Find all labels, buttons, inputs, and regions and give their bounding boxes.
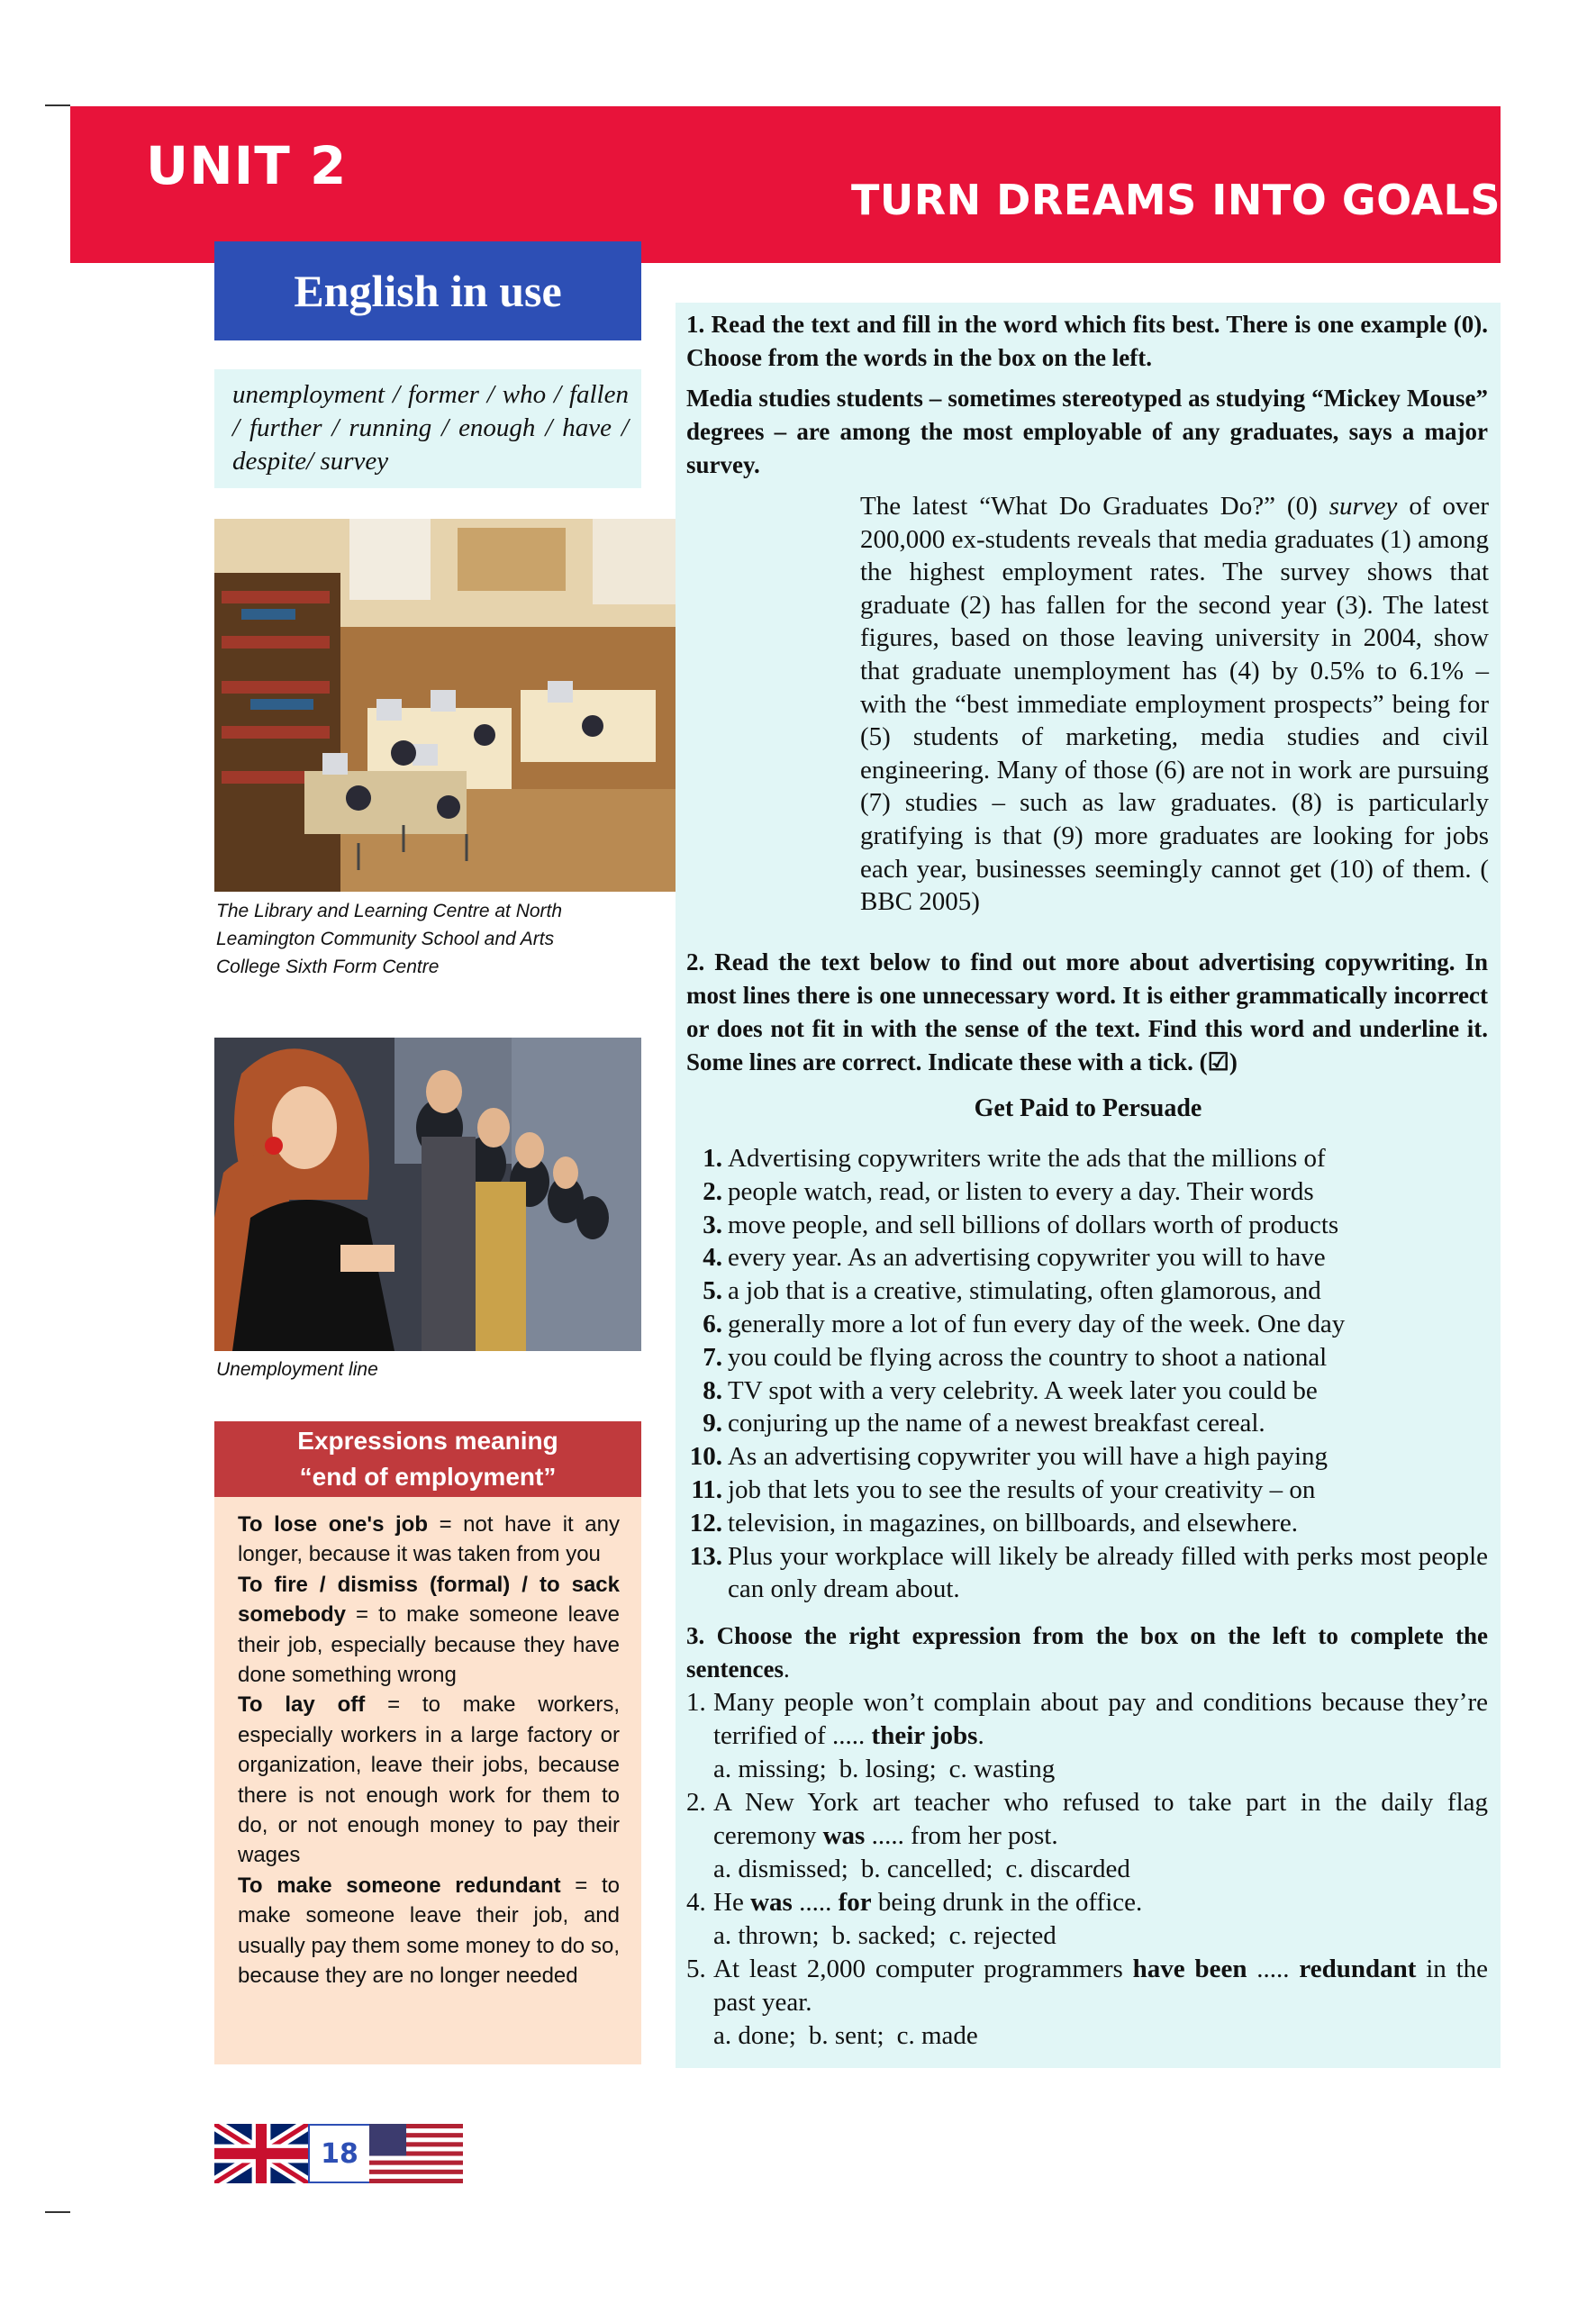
expression-item — [238, 1871, 620, 1991]
expression-term: To lose one's job — [238, 1512, 428, 1537]
question-item — [686, 1953, 1488, 2019]
question-text-part: ..... — [1247, 1955, 1300, 1983]
expression-item — [238, 1690, 620, 1870]
expression-item — [238, 1570, 620, 1691]
line-number: 12. — [689, 1508, 722, 1538]
answer-options — [686, 1919, 1488, 1953]
expression-definition: = not have it any longer, because it was taken from you — [238, 1512, 620, 1567]
question-text-part: At least 2,000 computer programmers — [713, 1955, 1133, 1983]
article-text-start: The latest “What Do Graduates Do?” (0) — [860, 492, 1329, 521]
answer-option: c. wasting — [948, 1755, 1056, 1783]
question-text-part: Many people won’t complain about pay and conditions because they’re terrified of ..... — [713, 1688, 1488, 1750]
line-text: move people, and sell billions of dollars worth of products — [728, 1210, 1339, 1239]
question-number: 4. — [686, 1888, 706, 1917]
line-number: 1. — [703, 1144, 722, 1173]
expression-term: To make someone redundant — [238, 1873, 561, 1898]
text-line — [686, 1241, 1488, 1274]
article-example-word: survey — [1328, 492, 1398, 521]
task2-lines — [686, 1142, 1488, 1606]
expression-item — [238, 1510, 620, 1570]
task1-article — [860, 490, 1489, 919]
line-number: 13. — [689, 1541, 722, 1571]
line-text: Advertising copywriters write the ads that the millions of — [728, 1144, 1326, 1173]
question-text — [713, 1953, 1488, 2019]
unemployment-photo — [214, 1038, 641, 1351]
line-number: 10. — [689, 1442, 722, 1472]
unit-title: UNIT 2 — [146, 135, 348, 196]
text-line — [686, 1474, 1488, 1507]
answer-option: a. missing; — [713, 1755, 827, 1783]
answer-option: a. done; — [713, 2021, 796, 2050]
unemployment-photo-illustration — [214, 1038, 641, 1351]
question-text-part: ..... from her post. — [865, 1821, 1058, 1850]
question-item — [686, 1786, 1488, 1853]
task2-instruction: 2. Read the text below to find out more about advertising copywriting. In most lines there is one unnecessary word. It is either grammatically incorrect or does not fit in with the sense of the text. Find this word and underline it. Some lines are correct. Indicate these with a tick. (☑) — [686, 948, 1488, 1075]
line-number: 3. — [703, 1210, 722, 1239]
unit-theme: TURN DREAMS INTO GOALS — [851, 176, 1501, 224]
line-text: conjuring up the name of a newest breakfast cereal. — [728, 1409, 1265, 1438]
question-text-part: in the past year. — [713, 1955, 1488, 2017]
word-box: unemployment / former / who / fallen / further / running / enough / have / despite/ survey — [214, 369, 641, 488]
task1-instruction: 1. Read the text and fill in the word which fits best. There is one example (0). Choose from the words in the box on the left. — [686, 311, 1488, 371]
question-text-part: A New York art teacher who refused to take part in the daily flag ceremony — [713, 1788, 1488, 1850]
answer-option: a. dismissed; — [713, 1855, 848, 1883]
expressions-heading — [214, 1421, 641, 1497]
answer-option: c. made — [896, 2021, 978, 2050]
text-line — [686, 1507, 1488, 1540]
answer-option: b. sacked; — [831, 1921, 937, 1950]
line-number: 9. — [703, 1409, 722, 1438]
text-line — [686, 1341, 1488, 1374]
question-key-words: have been — [1132, 1955, 1247, 1983]
question-number: 1. — [686, 1688, 706, 1717]
question-text — [713, 1686, 1488, 1753]
question-key-words: was — [822, 1821, 866, 1850]
expression-definition: = to make someone leave their job, and usually pay them some money to do so, because they are no longer needed — [238, 1873, 620, 1989]
line-text: people watch, read, or listen to every a day. Their words — [728, 1176, 1314, 1206]
expression-term: To lay off — [238, 1692, 366, 1718]
question-key-words: redundant — [1299, 1955, 1417, 1983]
expression-definition: = to make workers, especially workers in a large factory or organization, leave their jobs, because there is not enough work for them to do, or not enough money to pay their wages — [238, 1692, 620, 1868]
question-text — [713, 1786, 1488, 1853]
answer-options — [686, 2019, 1488, 2053]
line-number: 5. — [703, 1276, 722, 1306]
line-text: you could be flying across the country to shoot a national — [728, 1342, 1328, 1372]
expressions-heading-line1: Expressions meaning — [297, 1427, 558, 1455]
text-line — [686, 1540, 1488, 1607]
task2-title: Get Paid to Persuade — [974, 1094, 1202, 1122]
unemployment-photo-caption: Unemployment line — [216, 1359, 378, 1380]
question-number: 2. — [686, 1788, 706, 1817]
crop-mark-top — [45, 104, 70, 106]
answer-option: b. sent; — [808, 2021, 884, 2050]
text-line — [686, 1274, 1488, 1308]
question-text — [713, 1886, 1488, 1919]
task3-instruction: 3. Choose the right expression from the box on the left to complete the sentences. — [686, 1622, 1488, 1683]
question-key-words: their jobs — [871, 1721, 978, 1750]
line-text: Plus your workplace will likely be already filled with perks most people can only dream about. — [728, 1541, 1488, 1604]
answer-option: b. losing; — [839, 1755, 937, 1783]
question-key-words: was — [750, 1888, 793, 1917]
question-text-part: being drunk in the office. — [871, 1888, 1143, 1917]
line-text: TV spot with a very celebrity. A week later you could be — [728, 1375, 1318, 1405]
text-line — [686, 1175, 1488, 1209]
line-text: a job that is a creative, stimulating, often glamorous, and — [728, 1276, 1321, 1306]
question-text-part: . — [977, 1721, 984, 1750]
task3-instruction-text: 3. Choose the right expression from the box on the left to complete the sentences — [686, 1622, 1488, 1683]
task1-lead: Media studies students – sometimes stereotyped as studying “Mickey Mouse” degrees – are among the most employable of any graduates, says a major survey. — [686, 385, 1488, 478]
line-text: every year. As an advertising copywriter you will to have — [728, 1243, 1326, 1273]
question-item — [686, 1686, 1488, 1753]
answer-option: a. thrown; — [713, 1921, 820, 1950]
text-line — [686, 1209, 1488, 1242]
line-number: 4. — [703, 1243, 722, 1273]
answer-option: c. rejected — [948, 1921, 1056, 1950]
line-text: As an advertising copywriter you will have a high paying — [728, 1442, 1328, 1472]
answer-option: b. cancelled; — [860, 1855, 993, 1883]
question-key-words: for — [838, 1888, 872, 1917]
crop-mark-bottom — [45, 2211, 70, 2213]
answer-options — [686, 1753, 1488, 1786]
line-text: job that lets you to see the results of your creativity – on — [728, 1474, 1316, 1504]
text-line — [686, 1440, 1488, 1474]
text-line — [686, 1407, 1488, 1440]
answer-option: c. discarded — [1005, 1855, 1130, 1883]
question-text-part: ..... — [792, 1888, 839, 1917]
line-text: television, in magazines, on billboards, and elsewhere. — [728, 1508, 1298, 1538]
section-title: English in use — [214, 241, 641, 340]
article-text-rest: of over 200,000 ex-students reveals that media graduates (1) among the highest employment rates. The survey shows that graduate (2) has fallen for the second year (3). The latest figures, based on those leaving university in 2004, show that graduate unemployment has (4) by 0.5% to 6.1% – with the “best immediate employment prospects” being for (5) students of marketing, media studies and civil engineering. Many of those (6) are not in work are pursuing (7) studies – such as law graduates. (8) is particularly gratifying is that (9) more graduates are looking for jobs each year, businesses seemingly cannot get (10) of them. ( BBC 2005) — [860, 492, 1490, 917]
line-number: 6. — [703, 1309, 722, 1338]
text-line — [686, 1374, 1488, 1408]
expressions-heading-line2: “end of employment” — [299, 1463, 557, 1491]
uk-flag-icon — [214, 2124, 308, 2183]
expressions-list — [214, 1497, 641, 2064]
expression-definition: = to make someone leave their job, especially because they have done something wrong — [238, 1602, 620, 1688]
line-number: 7. — [703, 1342, 722, 1372]
question-number: 5. — [686, 1955, 706, 1983]
line-number: 2. — [703, 1176, 722, 1206]
text-line — [686, 1142, 1488, 1175]
line-number: 8. — [703, 1375, 722, 1405]
answer-options — [686, 1853, 1488, 1886]
question-item — [686, 1886, 1488, 1919]
page-number: 18 — [308, 2124, 371, 2183]
task3-items — [686, 1686, 1488, 2053]
line-number: 11. — [691, 1474, 722, 1504]
library-photo-caption: The Library and Learning Centre at North Leamington Community School and Arts College Sixth Form Centre — [216, 901, 563, 977]
line-text: generally more a lot of fun every day of the week. One day — [728, 1309, 1346, 1338]
expression-term: To fire / dismiss (formal) / to sack somebody — [238, 1572, 620, 1628]
question-text-part: He — [713, 1888, 751, 1917]
us-flag-icon — [369, 2124, 463, 2183]
text-line — [686, 1308, 1488, 1341]
